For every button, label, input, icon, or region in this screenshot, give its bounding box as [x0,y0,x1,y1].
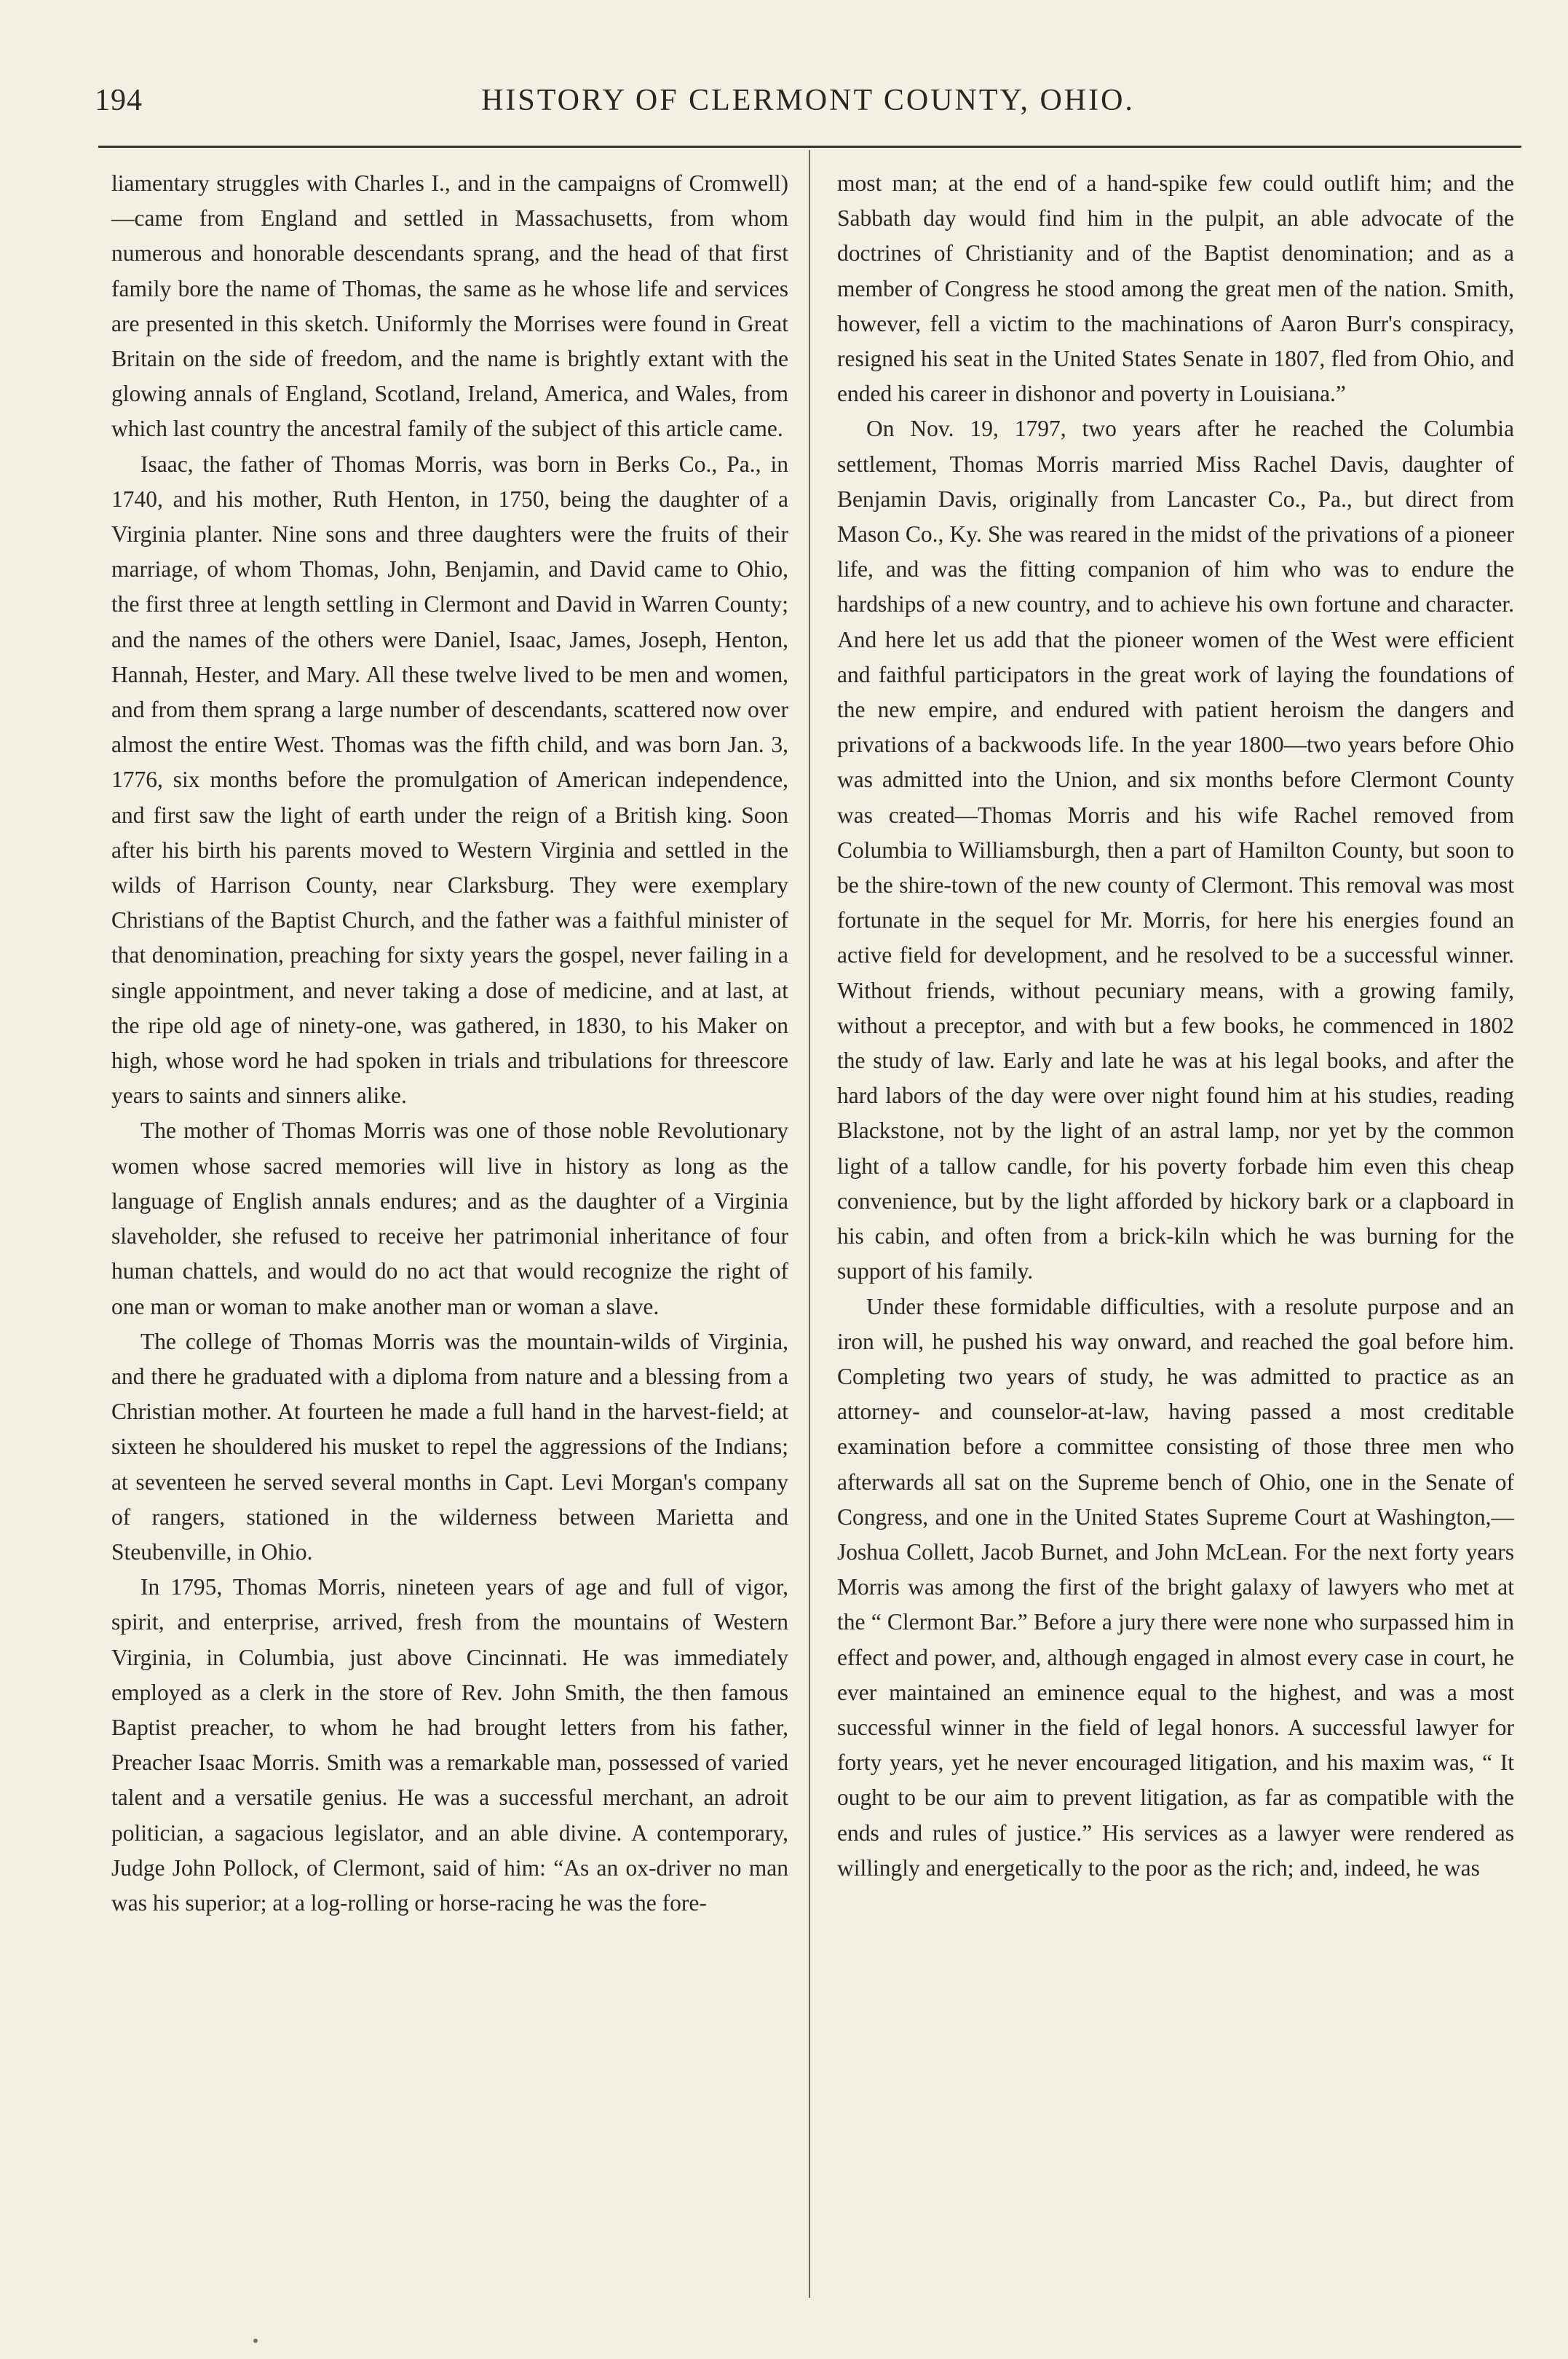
paragraph: In 1795, Thomas Morris, nineteen years of age and full of vigor, spirit, and enterprise, arrived, fresh from the mountains of Western Virginia, in Columbia, just above Cincinnati. He was immediately employed as a clerk in the store of Rev. John Smith, the then famous Baptist preacher, to whom he had brought letters from his father, Preacher Isaac Morris. Smith was a remarkable man, possessed of varied talent and a versatile genius. He was a successful merchant, an adroit politician, a sagacious legislator, and an able divine. A contemporary, Judge John Pollock, of Clermont, said of him: “As an ox-driver no man was his superior; at a log-rolling or horse-racing he was the fore- [111,1574,788,1916]
paragraph: The college of Thomas Morris was the mountain-wilds of Virginia, and there he graduated with a diploma from nature and a blessing from a Christian mother. At fourteen he made a full hand in the harvest-field; at sixteen he shouldered his musket to repel the aggressions of the Indians; at seventeen he served several months in Capt. Levi Morgan's company of rangers, stationed in the wilderness between Marietta and Steubenville, in Ohio. [111,1328,788,1565]
paragraph: Under these formidable difficulties, with a resolute purpose and an iron will, he pushed his way onward, and reached the goal before him. Completing two years of study, he was admitted to practice as an attorney- and counselor-at-law, having passed a most creditable examination before a committee consisting of those three men who afterwards all sat on the Supreme bench of Ohio, one in the Senate of Congress, and one in the United States Supreme Court at Washington,—Joshua Collett, Jacob Burnet, and John McLean. For the next forty years Morris was among the first of the bright galaxy of lawyers who met at the “ Clermont Bar.” Before a jury there were none who surpassed him in effect and power, and, although engaged in almost every case in court, he ever maintained an eminence equal to the highest, and was a most successful winner in the field of legal honors. A successful lawyer for forty years, yet he never encouraged litigation, and his maxim was, “ It ought to be our aim to prevent litigation, as far as compatible with the ends and rules of justice.” His services as a lawyer were rendered as willingly and energetically to the poor as the rich; and, indeed, he was [837,1293,1514,1881]
header-rule [98,146,1521,148]
page-number: 194 [95,84,143,117]
printer-mark [253,2339,258,2343]
right-column [837,166,1514,1886]
paragraph: most man; at the end of a hand-spike few could outlift him; and the Sabbath day would find him in the pulpit, an able advocate of the doctrines of Christianity and of the Baptist denomination; and as a member of Congress he stood among the great men of the nation. Smith, however, fell a victim to the machinations of Aaron Burr's conspiracy, resigned his seat in the United States Senate in 1807, fled from Ohio, and ended his career in dishonor and poverty in Louisiana.” [837,170,1514,407]
running-title: HISTORY OF CLERMONT COUNTY, OHIO. [481,84,1135,117]
paragraph: The mother of Thomas Morris was one of those noble Revolutionary women whose sacred memories will live in history as long as the language of English annals endures; and as the daughter of a Virginia slaveholder, she refused to receive her patrimonial inheritance of four human chattels, and would do no act that would recognize the right of one man or woman to make another man or woman a slave. [111,1118,788,1319]
paragraph: Isaac, the father of Thomas Morris, was born in Berks Co., Pa., in 1740, and his mother, Ruth Henton, in 1750, being the daughter of a Virginia planter. Nine sons and three daughters were the fruits of their marriage, of whom Thomas, John, Benjamin, and David came to Ohio, the first three at length settling in Clermont and David in Warren County; and the names of the others were Daniel, Isaac, James, Joseph, Henton, Hannah, Hester, and Mary. All these twelve lived to be men and women, and from them sprang a large number of descendants, scattered now over almost the entire West. Thomas was the fifth child, and was born Jan. 3, 1776, six months before the promulgation of American independence, and first saw the light of earth under the reign of a British king. Soon after his birth his parents moved to Western Virginia and settled in the wilds of Harrison County, near Clarksburg. They were exemplary Christians of the Baptist Church, and the father was a faithful minister of that denomination, preaching for sixty years the gospel, never failing in a single appointment, and never taking a dose of medicine, and at last, at the ripe old age of ninety-one, was gathered, in 1830, to his Maker on high, whose word he had spoken in trials and tribulations for threescore years to saints and sinners alike. [111,451,788,1109]
paragraph: On Nov. 19, 1797, two years after he reached the Columbia settlement, Thomas Morris married Miss Rachel Davis, daughter of Benjamin Davis, originally from Lancaster Co., Pa., but direct from Mason Co., Ky. She was reared in the midst of the privations of a pioneer life, and was the fitting companion of him who was to endure the hardships of a new country, and to achieve his own fortune and character. And here let us add that the pioneer women of the West were efficient and faithful participators in the great work of laying the foundations of the new empire, and endured with patient heroism the dangers and privations of a backwoods life. In the year 1800—two years before Ohio was admitted into the Union, and six months before Clermont County was created—Thomas Morris and his wife Rachel removed from Columbia to Williamsburgh, then a part of Hamilton County, but soon to be the shire-town of the new county of Clermont. This removal was most fortunate in the sequel for Mr. Morris, for here his energies found an active field for development, and he resolved to be a successful winner. Without friends, without pecuniary means, with a growing family, without a preceptor, and with but a few books, he commenced in 1802 the study of law. Early and late he was at his legal books, and after the hard labors of the day were over night found him at his studies, reading Blackstone, not by the light of an astral lamp, nor yet by the common light of a tallow candle, for his poverty forbade him even this cheap convenience, but by the light afforded by hickory bark or a clapboard in his cabin, and often from a brick-kiln which he was burning for the support of his family. [837,416,1514,1284]
column-divider [809,150,810,2298]
page-header [95,76,1521,134]
left-column [111,166,788,1921]
paragraph: liamentary struggles with Charles I., and in the campaigns of Cromwell)—came from England and settled in Massachusetts, from whom numerous and honorable descendants sprang, and the head of that first family bore the name of Thomas, the same as he whose life and services are presented in this sketch. Uniformly the Morrises were found in Great Britain on the side of freedom, and the name is brightly extant with the glowing annals of England, Scotland, Ireland, America, and Wales, from which last country the ancestral family of the subject of this article came. [111,170,788,442]
